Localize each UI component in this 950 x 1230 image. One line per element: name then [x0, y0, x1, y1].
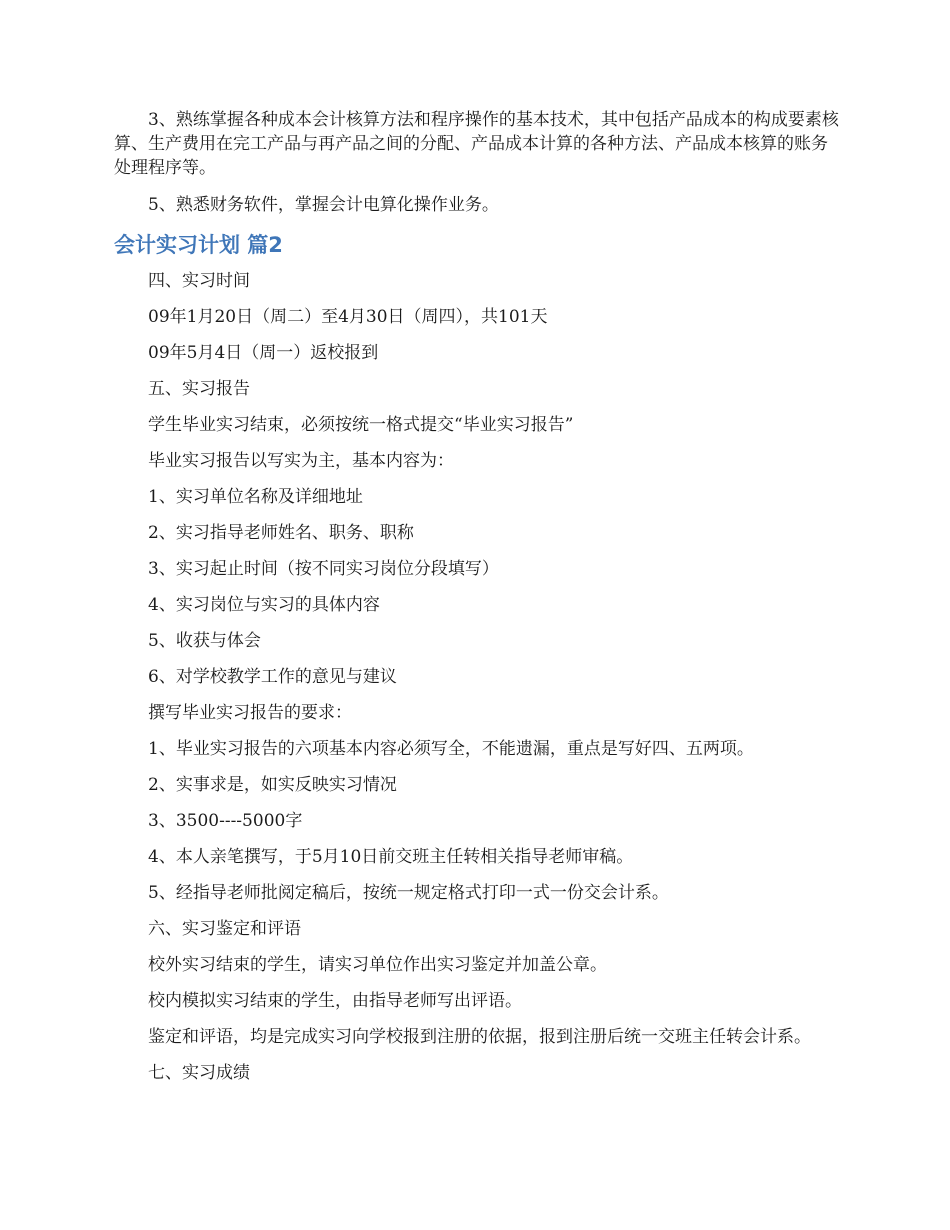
- list-item-period: 3、实习起止时间（按不同实习岗位分段填写）: [148, 559, 499, 579]
- list-item-suggestions: 6、对学校教学工作的意见与建议: [148, 667, 397, 687]
- paragraph-external-appraisal: 校外实习结束的学生，请实习单位作出实习鉴定并加盖公章。: [148, 955, 607, 975]
- paragraph-grades-title: 七、实习成绩: [148, 1063, 250, 1083]
- paragraph-report-submit: 学生毕业实习结束，必须按统一格式提交“毕业实习报告”: [148, 415, 574, 435]
- list-item-requirement-length: 3、3500----5000字: [148, 811, 303, 831]
- paragraph-report-title: 五、实习报告: [148, 379, 250, 399]
- paragraph-internship-period: 09年1月20日（周二）至4月30日（周四），共101天: [148, 307, 548, 327]
- paragraph-report-content-intro: 毕业实习报告以写实为主，基本内容为：: [148, 451, 454, 471]
- list-item-requirement-truthful: 2、实事求是，如实反映实习情况: [148, 775, 397, 795]
- paragraph-report-requirements-title: 撰写毕业实习报告的要求：: [148, 703, 352, 723]
- list-item-position-content: 4、实习岗位与实习的具体内容: [148, 595, 380, 615]
- paragraph-internal-appraisal: 校内模拟实习结束的学生，由指导老师写出评语。: [148, 991, 522, 1011]
- list-item-requirement-print: 5、经指导老师批阅定稿后，按统一规定格式打印一式一份交会计系。: [148, 883, 669, 903]
- paragraph-return-date: 09年5月4日（周一）返校报到: [148, 343, 379, 363]
- document-content: [114, 108, 840, 1097]
- section-heading: 会计实习计划 篇2: [114, 233, 283, 257]
- list-item-unit-name: 1、实习单位名称及详细地址: [148, 487, 363, 507]
- paragraph-appraisal-basis: 鉴定和评语，均是完成实习向学校报到注册的依据，报到注册后统一交班主任转会计系。: [148, 1027, 811, 1047]
- list-item-requirement-handwritten: 4、本人亲笔撰写，于5月10日前交班主任转相关指导老师审稿。: [148, 847, 634, 867]
- list-item-requirement-complete: 1、毕业实习报告的六项基本内容必须写全，不能遗漏，重点是写好四、五两项。: [148, 739, 754, 759]
- paragraph-cost-accounting: 3、熟练掌握各种成本会计核算方法和程序操作的基本技术，其中包括产品成本的构成要素核算、生产费用在完工产品与再产品之间的分配、产品成本计算的各种方法、产品成本核算的账务处理程序等。: [114, 110, 839, 178]
- list-item-experience: 5、收获与体会: [148, 631, 261, 651]
- paragraph-internship-time-title: 四、实习时间: [148, 271, 250, 291]
- list-item-advisor-info: 2、实习指导老师姓名、职务、职称: [148, 523, 414, 543]
- paragraph-finance-software: 5、熟悉财务软件，掌握会计电算化操作业务。: [148, 195, 499, 215]
- paragraph-appraisal-title: 六、实习鉴定和评语: [148, 919, 301, 939]
